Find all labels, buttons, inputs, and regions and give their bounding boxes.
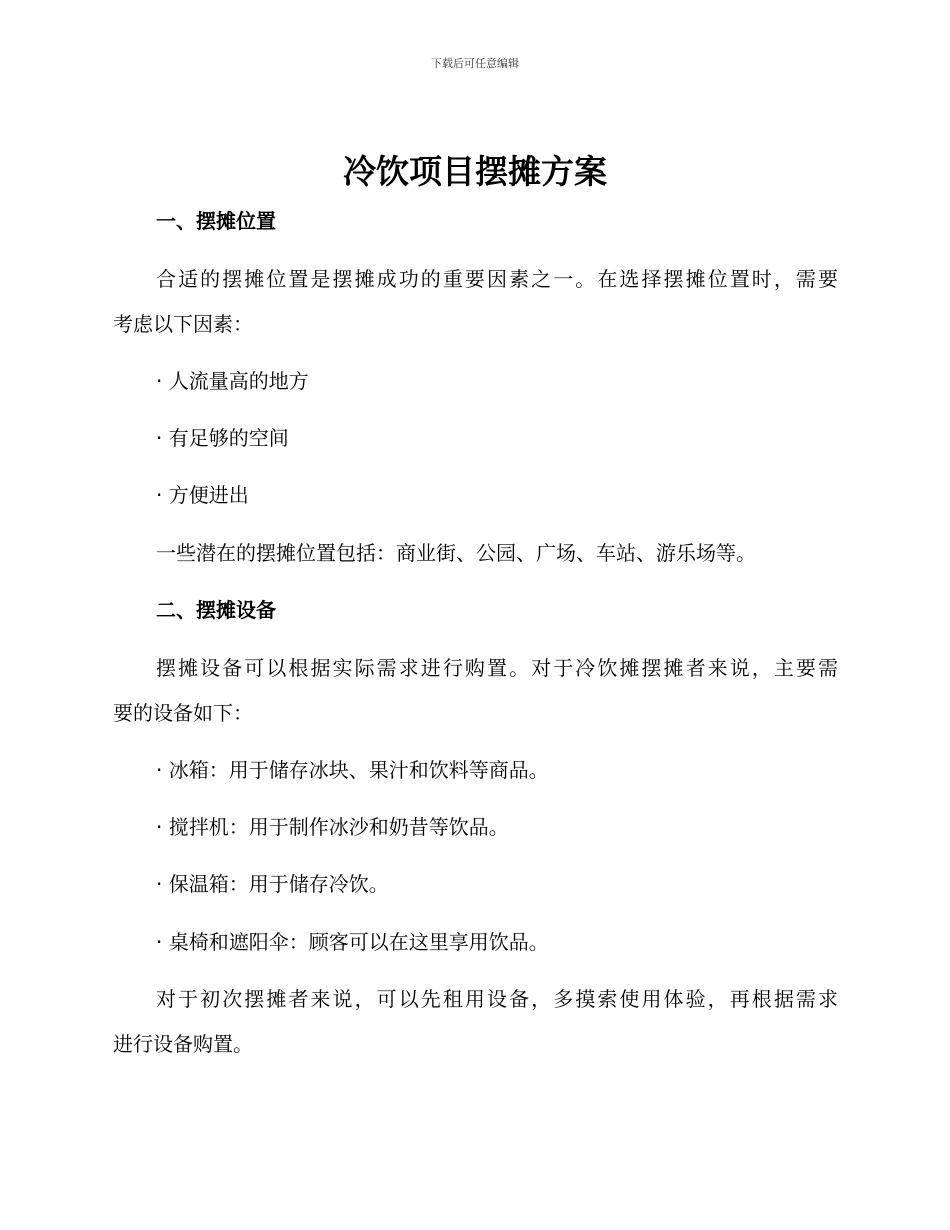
document-title: 冷饮项目摆摊方案 bbox=[343, 152, 607, 191]
section-heading-location: 一、摆摊位置 bbox=[156, 209, 276, 233]
list-item-equipment: · 桌椅和遮阳伞：顾客可以在这里享用饮品。 bbox=[156, 930, 549, 954]
header-note: 下载后可任意编辑 bbox=[431, 57, 519, 70]
paragraph-equipment-advice-line1: 对于初次摆摊者来说，可以先租用设备，多摸索使用体验，再根据需求 bbox=[156, 987, 838, 1011]
list-item-equipment: · 搅拌机：用于制作冰沙和奶昔等饮品。 bbox=[156, 815, 509, 839]
paragraph-equipment-intro-line2: 要的设备如下： bbox=[113, 701, 253, 725]
paragraph-equipment-advice-line2: 进行设备购置。 bbox=[113, 1032, 253, 1056]
list-item-location-factor: · 有足够的空间 bbox=[156, 426, 289, 450]
list-item-location-factor: · 人流量高的地方 bbox=[156, 369, 309, 393]
list-item-equipment: · 保温箱：用于储存冷饮。 bbox=[156, 872, 389, 896]
list-item-location-factor: · 方便进出 bbox=[156, 483, 249, 507]
paragraph-location-examples: 一些潜在的摆摊位置包括：商业街、公园、广场、车站、游乐场等。 bbox=[156, 541, 756, 565]
paragraph-location-intro-line2: 考虑以下因素： bbox=[113, 312, 253, 336]
list-item-equipment: · 冰箱：用于储存冰块、果汁和饮料等商品。 bbox=[156, 758, 549, 782]
paragraph-location-intro-line1: 合适的摆摊位置是摆摊成功的重要因素之一。在选择摆摊位置时，需要 bbox=[156, 267, 838, 291]
section-heading-equipment: 二、摆摊设备 bbox=[156, 598, 276, 622]
paragraph-equipment-intro-line1: 摆摊设备可以根据实际需求进行购置。对于冷饮摊摆摊者来说，主要需 bbox=[156, 656, 838, 680]
